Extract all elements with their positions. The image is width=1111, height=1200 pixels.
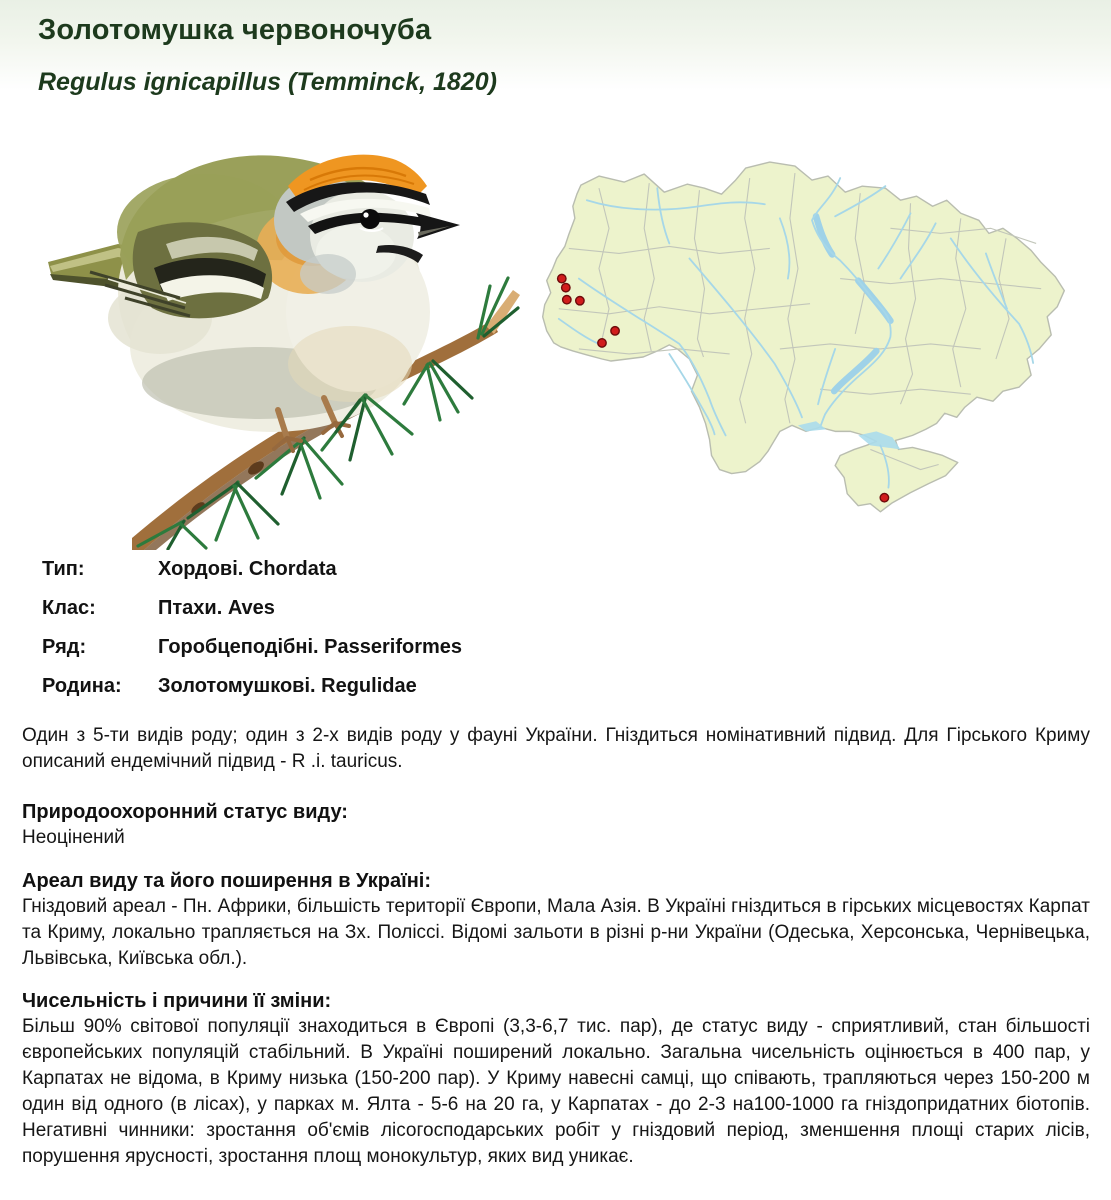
taxonomy-table xyxy=(42,558,462,714)
ukraine-outline xyxy=(543,162,1065,512)
taxonomy-label: Ряд: xyxy=(42,636,87,658)
range-paragraph: Гніздовий ареал - Пн. Африки, більшість території Європи, Мала Азія. В Україні гніздиться в гірських місцевостях Карпат та Криму, локально трапляється на Зх. Поліссі. Відомі зальоти в різні р-ни України (Одеська, Херсонська, Чернівецька, Львівська, Київська обл.). xyxy=(22,896,1090,969)
population-heading: Чисельність і причини її зміни: xyxy=(22,990,332,1012)
occurrence-dot xyxy=(598,339,606,347)
bird-body xyxy=(48,155,460,451)
page-title: Золотомушка червоночуба xyxy=(38,14,432,46)
taxonomy-label: Родина: xyxy=(42,675,122,697)
taxonomy-value: Горобцеподібні. Passeriformes xyxy=(158,636,463,658)
occurrence-dot xyxy=(611,327,619,335)
bird-illustration xyxy=(20,120,520,550)
taxonomy-row-class xyxy=(42,597,462,620)
species-latin-name: Regulus ignicapillus (Temminck, 1820) xyxy=(38,68,497,96)
taxonomy-row-type xyxy=(42,558,462,581)
taxonomy-label: Тип: xyxy=(42,558,85,580)
occurrence-dot xyxy=(576,296,584,304)
status-text: Неоцінений xyxy=(22,827,125,848)
status-heading: Природоохоронний статус виду: xyxy=(22,801,348,823)
taxonomy-value: Золотомушкові. Regulidae xyxy=(158,675,417,697)
taxonomy-label: Клас: xyxy=(42,597,96,619)
occurrence-dot xyxy=(558,274,566,282)
population-paragraph: Більш 90% світової популяції знаходиться в Європі (3,3-6,7 тис. пар), де статус виду - сприятливий, стан більшості європейських популяцій стабільний. В Україні поширений локально. Загальна чисельність оцінюється в 400 пар, у Карпатах не відома, в Криму низька (150-200 пар). У Криму навесні самці, що співають, трапляються через 150-200 м один від одного (в лісах), у парках м. Ялта - 5-6 на 20 га, у Карпатах - до 2-3 на100-1000 га гніздопридатних біотопів. Негативні чинники: зростання об'ємів лісогосподарських робіт у гніздовий період, зменшення площі старих лісів, порушення ярусності, зростання площ монокультур, яких вид уникає. xyxy=(22,1016,1090,1167)
occurrence-dot xyxy=(880,493,888,501)
taxonomy-value: Птахи. Aves xyxy=(158,597,275,619)
occurrence-dot xyxy=(563,295,571,303)
occurrence-dot xyxy=(562,283,570,291)
intro-paragraph: Один з 5-ти видів роду; один з 2-х видів роду у фауні України. Гніздиться номінативний підвид. Для Гірського Криму описаний ендемічний підвид - R .i. tauricus. xyxy=(22,725,1090,772)
ukraine-range-map xyxy=(535,158,1075,560)
description-text xyxy=(22,723,1090,1170)
taxonomy-row-family xyxy=(42,675,462,698)
taxonomy-value: Хордові. Chordata xyxy=(158,558,337,580)
range-heading: Ареал виду та його поширення в Україні: xyxy=(22,870,431,892)
taxonomy-row-order xyxy=(42,636,462,659)
